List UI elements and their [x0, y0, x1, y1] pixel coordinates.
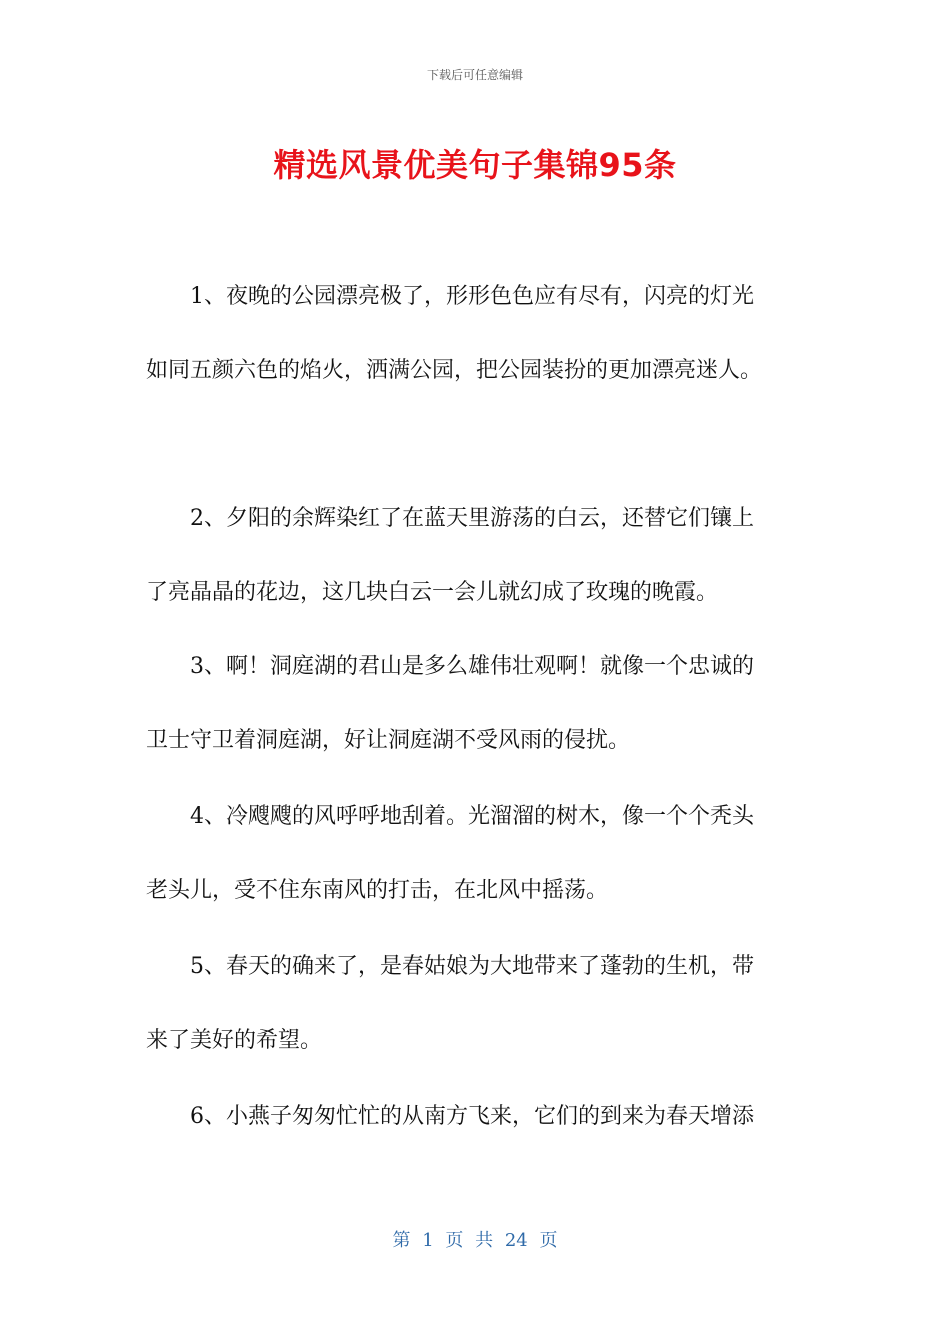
paragraph-5: [146, 930, 806, 1078]
header-note: 下载后可任意编辑: [426, 68, 523, 82]
paragraph-6: [146, 1080, 806, 1154]
paragraph-1: [146, 260, 806, 408]
document-title: 精选风景优美句子集锦95条: [273, 146, 677, 184]
paragraph-4: [146, 780, 806, 928]
paragraph-line: 2、夕阳的余辉染红了在蓝天里游荡的白云，还替它们镶上: [190, 506, 754, 531]
paragraph-line: 6、小燕子匆匆忙忙的从南方飞来，它们的到来为春天增添: [190, 1104, 754, 1129]
paragraph-line: 3、啊！洞庭湖的君山是多么雄伟壮观啊！就像一个忠诚的: [190, 654, 754, 679]
paragraph-line: 了亮晶晶的花边，这几块白云一会儿就幻成了玫瑰的晚霞。: [146, 580, 719, 605]
paragraph-line: 老头儿，受不住东南风的打击，在北风中摇荡。: [146, 878, 609, 903]
paragraph-line: 如同五颜六色的焰火，洒满公园，把公园装扮的更加漂亮迷人。: [146, 358, 763, 383]
page-number-footer: 第 1 页 共 24 页: [392, 1230, 558, 1251]
paragraph-line: 来了美好的希望。: [146, 1028, 323, 1053]
paragraph-line: 4、冷飕飕的风呼呼地刮着。光溜溜的树木，像一个个秃头: [190, 804, 754, 829]
paragraph-2: [146, 482, 806, 630]
paragraph-line: 5、春天的确来了，是春姑娘为大地带来了蓬勃的生机，带: [190, 954, 754, 979]
paragraph-line: 1、夜晚的公园漂亮极了，形形色色应有尽有，闪亮的灯光: [190, 284, 754, 309]
paragraph-3: [146, 630, 806, 778]
paragraph-line: 卫士守卫着洞庭湖，好让洞庭湖不受风雨的侵扰。: [146, 728, 631, 753]
